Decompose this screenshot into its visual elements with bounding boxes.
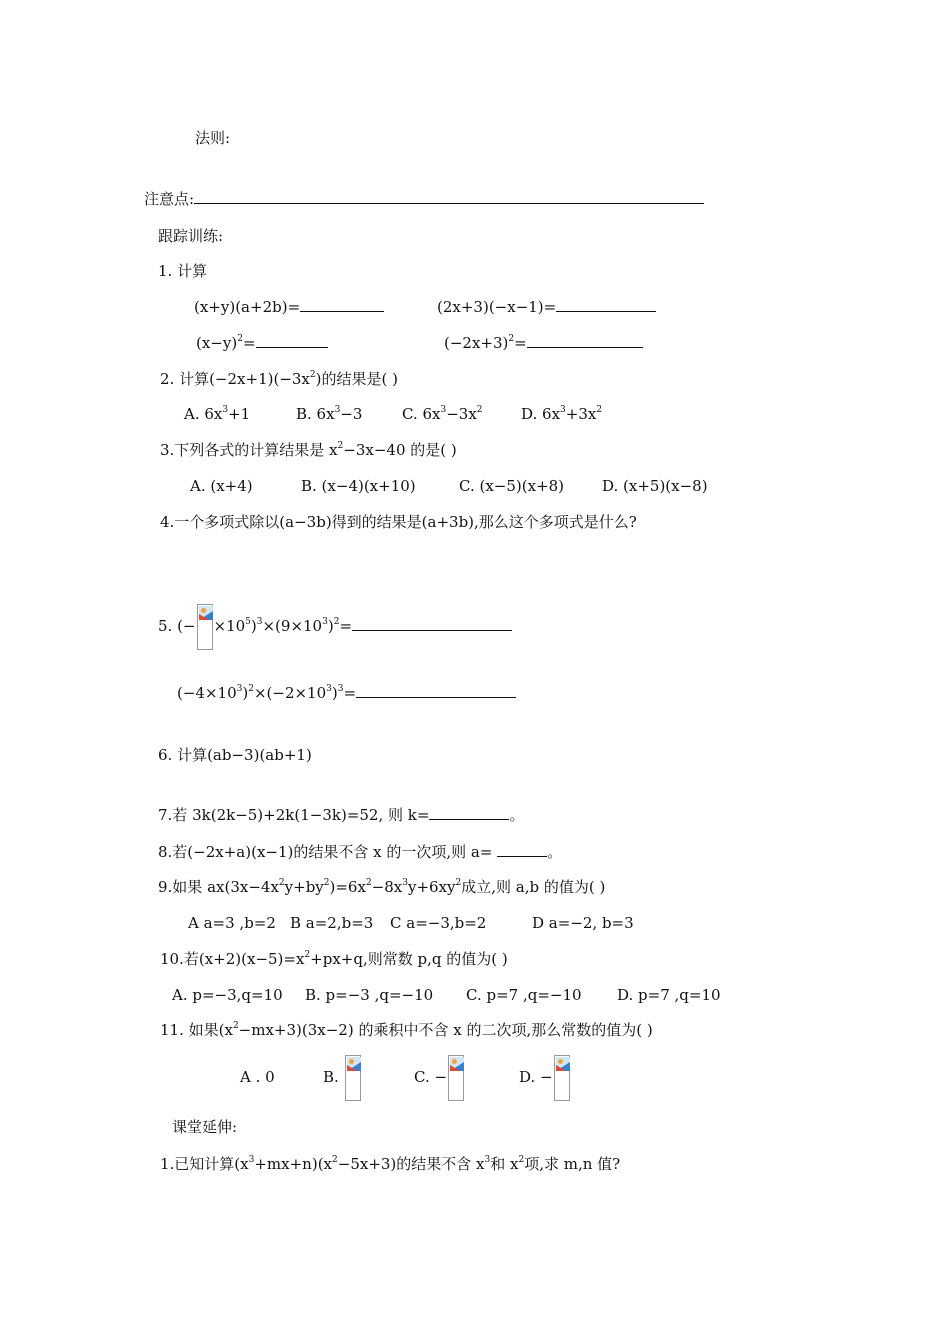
q10-tail: +px+q,则常数 p,q 的值为( ) (310, 950, 508, 968)
exp: 2 (309, 370, 316, 380)
note-blank[interactable] (194, 189, 704, 204)
q3-option-a[interactable]: A. (x+4) (190, 477, 253, 495)
q1-c-blank[interactable] (256, 333, 328, 348)
ext1-text: +mx+n)(x (254, 1155, 333, 1173)
exp: 3 (326, 684, 332, 694)
q10-option-b[interactable]: B. p=−3 ,q=−10 (305, 986, 434, 1004)
q11-option-d-text: D. − (519, 1068, 553, 1086)
q8-blank[interactable] (497, 842, 547, 857)
q11-stem (160, 1020, 653, 1040)
q11-tail: −mx+3)(3x−2) 的乘积中不含 x 的二次项,那么常数的值为( ) (238, 1021, 653, 1039)
q2-stem-tail: )的结果是( ) (315, 370, 398, 388)
exp: 2 (278, 878, 285, 888)
q5-line2 (177, 683, 516, 703)
q2-option-a-tail: +1 (228, 405, 251, 423)
q2-option-b-tail: −3 (340, 405, 363, 423)
q9-option-d[interactable]: D a=−2, b=3 (532, 914, 634, 932)
exp: 3 (337, 684, 344, 694)
q10-option-d[interactable]: D. p=7 ,q=10 (617, 986, 721, 1004)
q3-stem-tail: −3x−40 的是( ) (343, 441, 457, 459)
exp: 2 (508, 334, 515, 344)
q9-option-a[interactable]: A a=3 ,b=2 (188, 914, 276, 932)
broken-image-icon (197, 604, 213, 650)
q2-option-d[interactable] (521, 404, 602, 424)
q5-text: ×10 (213, 617, 246, 635)
q9-text: −8x (371, 878, 403, 896)
q1-c (196, 333, 328, 353)
extension-heading: 课堂延伸: (172, 1118, 238, 1136)
q10-text: 10.若(x+2)(x−5)=x (160, 950, 305, 968)
exp: 3 (560, 405, 566, 415)
exp: 2 (455, 878, 462, 888)
exp: 3 (322, 617, 328, 627)
q1-c-eq: = (242, 334, 256, 352)
q9-text: y+6xy (408, 878, 456, 896)
q11-option-c-text: C. − (414, 1068, 448, 1086)
ext1-stem (160, 1154, 620, 1174)
q2-option-d-text: D. 6x (521, 405, 561, 423)
q1-b-text: (2x+3)(−x−1)= (437, 298, 557, 316)
q10-option-c[interactable]: C. p=7 ,q=−10 (466, 986, 582, 1004)
practice-heading: 跟踪训练: (158, 227, 224, 245)
q9-option-c[interactable]: C a=−3,b=2 (390, 914, 487, 932)
q9-text: )=6x (329, 878, 366, 896)
exp: 3 (484, 1155, 491, 1165)
q1-a (194, 297, 384, 317)
q5-blank-2[interactable] (356, 683, 516, 698)
ext1-text: 和 x (490, 1155, 519, 1173)
q9-text: 9.如果 ax(3x−4x (158, 878, 279, 896)
q1-b-blank[interactable] (556, 297, 656, 312)
q11-option-a[interactable]: A . 0 (240, 1068, 275, 1086)
q1-d-eq: = (514, 334, 527, 352)
q1-c-text: (x−y) (196, 334, 238, 352)
exp: 2 (323, 878, 330, 888)
q3-stem (160, 440, 457, 460)
ext1-text: −5x+3)的结果不含 x (337, 1155, 485, 1173)
q2-option-a[interactable] (184, 404, 250, 424)
q2-option-b-text: B. 6x (296, 405, 335, 423)
exp: 2 (476, 405, 483, 415)
q2-stem-text: 2. 计算(−2x+1)(−3x (160, 370, 310, 388)
ext1-text: 1.已知计算(x (160, 1155, 249, 1173)
exp: 3 (248, 1155, 255, 1165)
broken-image-icon (554, 1055, 570, 1101)
q9-tail: 成立,则 a,b 的值为( ) (461, 878, 606, 896)
exp: 2 (304, 950, 311, 960)
q3-option-d[interactable]: D. (x+5)(x−8) (602, 477, 708, 495)
exp: 2 (365, 878, 372, 888)
q7-text: 7.若 3k(2k−5)+2k(1−3k)=52, 则 k= (158, 806, 430, 824)
exp: 2 (337, 441, 344, 451)
broken-image-icon (448, 1055, 464, 1101)
q2-stem (160, 369, 398, 389)
q7-tail: 。 (509, 806, 525, 824)
exp: 2 (232, 1021, 239, 1031)
q4-stem: 4.一个多项式除以(a−3b)得到的结果是(a+3b),那么这个多项式是什么? (160, 513, 637, 531)
q11-option-c[interactable] (414, 1054, 465, 1101)
q8-stem (158, 842, 562, 862)
q7-blank[interactable] (429, 805, 509, 820)
q11-text: 11. 如果(x (160, 1021, 233, 1039)
q1-a-blank[interactable] (300, 297, 384, 312)
q1-b (437, 297, 656, 317)
q5-blank-1[interactable] (352, 616, 512, 631)
q7-stem (158, 805, 524, 825)
q5-text: = (339, 617, 353, 635)
q8-text: 8.若(−2x+a)(x−1)的结果不含 x 的一次项,则 a= (158, 843, 498, 861)
q5-text: (−4×10 (177, 684, 237, 702)
exp: 3 (402, 878, 408, 888)
exp: 3 (334, 405, 341, 415)
q2-option-c-mid: −3x (446, 405, 477, 423)
exp: 3 (256, 617, 263, 627)
q11-option-b-text: B. (323, 1068, 339, 1086)
exp: 2 (596, 405, 603, 415)
q1-d-blank[interactable] (527, 333, 643, 348)
q5-text: ×(−2×10 (253, 684, 327, 702)
q6-stem: 6. 计算(ab−3)(ab+1) (158, 746, 312, 764)
q2-option-c[interactable] (402, 404, 483, 424)
ext1-tail: 项,求 m,n 值? (524, 1155, 621, 1173)
exp: 2 (237, 334, 243, 344)
q5-text: ) (250, 617, 257, 635)
note-line (144, 189, 704, 209)
q8-tail: 。 (547, 843, 563, 861)
q11-option-d[interactable] (519, 1054, 571, 1101)
exp: 3 (222, 405, 229, 415)
exp: 2 (332, 1155, 338, 1165)
note-label: 注意点: (144, 190, 195, 208)
q9-option-b[interactable]: B a=2,b=3 (290, 914, 374, 932)
rule-label: 法则: (195, 129, 231, 147)
q1-a-text: (x+y)(a+2b)= (194, 298, 301, 316)
exp: 2 (518, 1155, 525, 1165)
q1-title: 1. 计算 (158, 262, 208, 280)
exp: 3 (440, 405, 447, 415)
exp: 2 (333, 617, 340, 627)
q3-stem-text: 3.下列各式的计算结果是 x (160, 441, 338, 459)
q5-text: ) (331, 684, 338, 702)
exp: 5 (245, 617, 251, 627)
q11-option-b[interactable] (323, 1054, 362, 1101)
q9-stem (158, 877, 605, 897)
broken-image-icon (345, 1055, 361, 1101)
q5-text: ×(9×10 (262, 617, 323, 635)
exp: 2 (248, 684, 254, 694)
q10-stem (160, 949, 508, 969)
q2-option-a-text: A. 6x (184, 405, 223, 423)
q5-text: 5. (− (158, 617, 196, 635)
q3-option-b[interactable]: B. (x−4)(x+10) (301, 477, 416, 495)
q1-d (444, 333, 643, 353)
q3-option-c[interactable]: C. (x−5)(x+8) (459, 477, 565, 495)
q5-text: ) (327, 617, 334, 635)
q2-option-d-mid: +3x (565, 405, 597, 423)
q5-text: = (343, 684, 357, 702)
q5-line1 (158, 603, 512, 650)
q5-text: ) (242, 684, 249, 702)
exp: 3 (236, 684, 243, 694)
q2-option-c-text: C. 6x (402, 405, 441, 423)
q2-option-b[interactable] (296, 404, 362, 424)
q10-option-a[interactable]: A. p=−3,q=10 (172, 986, 283, 1004)
q9-text: y+by (284, 878, 324, 896)
q1-d-text: (−2x+3) (444, 334, 509, 352)
